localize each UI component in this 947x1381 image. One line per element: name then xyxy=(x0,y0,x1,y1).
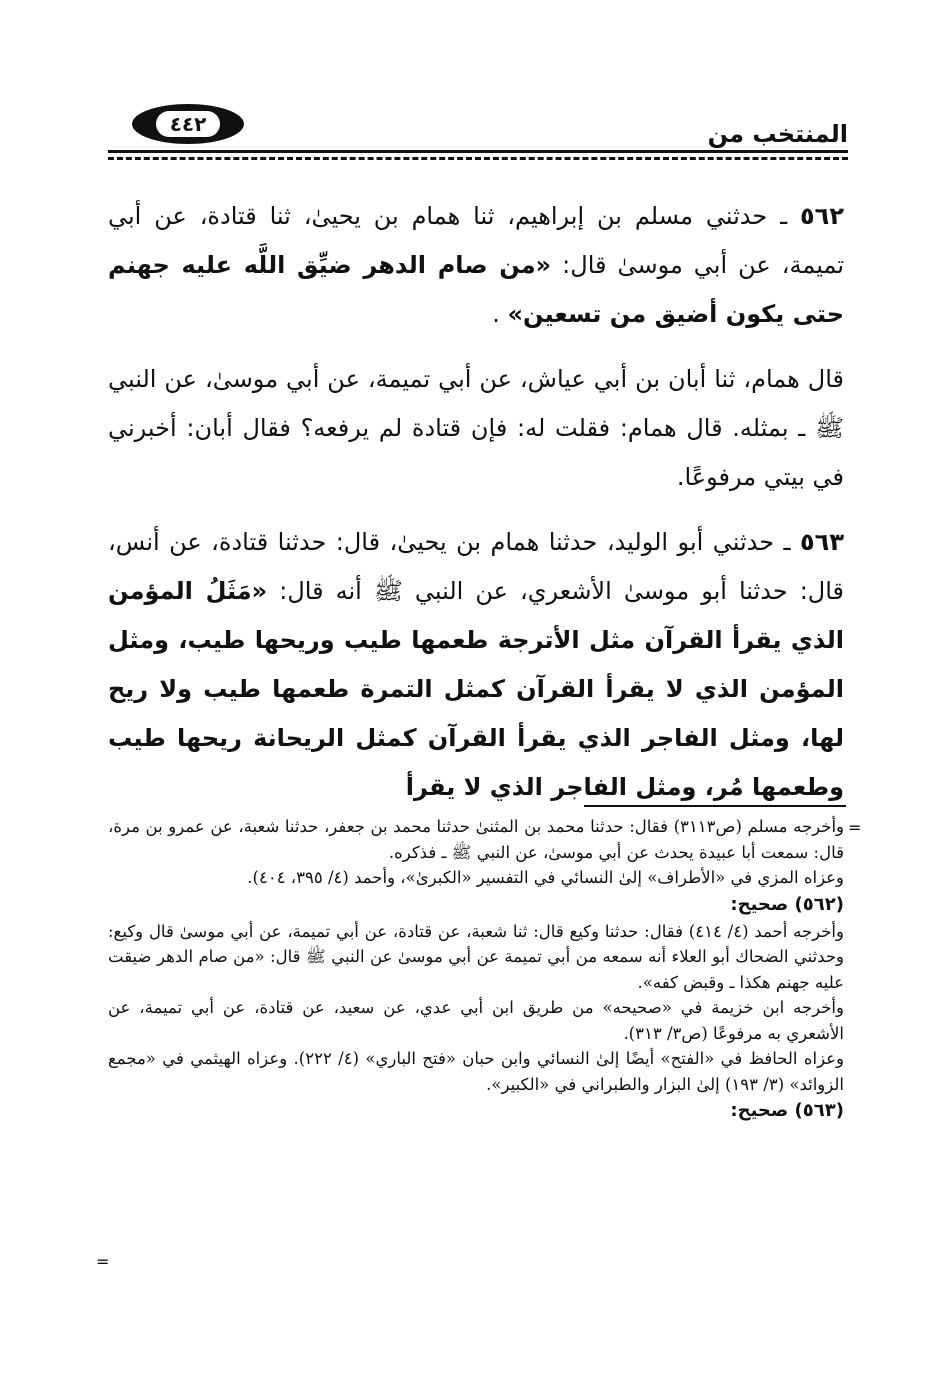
footnote-paragraph: وعزاه الحافظ في «الفتح» أيضًا إلىٰ النسائي وابن حبان «فتح الباري» (٤/ ٢٢٢). وعزاه الهيثمي في «مجمع الزوائد» (٣/ ١٩٣) إلىٰ البزار والطبراني في «الكبير». xyxy=(108,1049,844,1094)
header-dashed-rule xyxy=(108,157,848,160)
hadith-number: ٥٦٢ xyxy=(800,202,844,230)
hadith-end: . xyxy=(492,300,500,328)
page-header xyxy=(108,100,848,160)
hadith-text: «من صام الدهر ضيِّق اللَّه عليه جهنم حتى يكون أضيق من تسعين» xyxy=(108,251,844,328)
footnote-paragraph: وأخرجه أحمد (٤/ ٤١٤) فقال: حدثنا وكيع قال: ثنا شعبة، عن قتادة، عن أبي تميمة، عن أبي موسىٰ قال وكيع: وحدثني الضحاك أبو العلاء أنه سمعه من أبي تميمة عن أبي موسىٰ عن النبي ﷺ قال: «من صام الدهر ضيقت عليه جهنم هكذا ـ وقبض كفه». xyxy=(108,921,844,992)
page-number: ٤٤٢ xyxy=(156,111,220,137)
footnote-paragraph: وأخرجه مسلم (ص٣١١٣) فقال: حدثنا محمد بن المثنىٰ حدثنا محمد بن جعفر، حدثنا شعبة، عن عمرو بن مرة، قال: سمعت أبا عبيدة يحدث عن أبي موسىٰ، عن النبي ﷺ ـ فذكره. xyxy=(108,817,844,862)
header-rule xyxy=(108,150,848,153)
page-number-badge xyxy=(132,104,244,144)
book-title: المنتخب من xyxy=(707,120,848,148)
continuation-mark-bottom: = xyxy=(96,1252,110,1271)
hadith-text: «مَثَلُ المؤمن الذي يقرأ القرآن مثل الأترجة طعمها طيب وريحها طيب، ومثل المؤمن الذي لا يقرأ القرآن كمثل التمرة طعمها طيب ولا ريح لها، ومثل الفاجر الذي يقرأ القرآن كمثل الريحانة ريحها طيب وطعمها مُر، ومثل الفاجر الذي لا يقرأ xyxy=(108,577,844,801)
footnote-grade-563: (٥٦٣) صحيح: xyxy=(730,1100,844,1121)
footnote-paragraph: وعزاه المزي في «الأطراف» إلىٰ النسائي في التفسير «الكبرىٰ»، وأحمد (٤/ ٣٩٥، ٤٠٤). xyxy=(247,868,844,887)
hadith-562 xyxy=(108,192,844,339)
continuation-mark: = xyxy=(848,818,862,837)
main-text xyxy=(108,192,844,828)
hadith-chain: ـ حدثني أبو الوليد، حدثنا همام بن يحيىٰ، قال: حدثنا قتادة، عن أنس، قال: حدثنا أبو موسىٰ الأشعري، عن النبي ﷺ أنه قال: xyxy=(108,528,845,605)
hadith-chain: ـ حدثني مسلم بن إبراهيم، ثنا همام بن يحيىٰ، ثنا قتادة، عن أبي تميمة، عن أبي موسىٰ قال: xyxy=(108,202,844,279)
footnote-paragraph: وأخرجه ابن خزيمة في «صحيحه» من طريق ابن أبي عدي، عن سعيد، عن قتادة، عن أبي تميمة، عن الأشعري به مرفوعًا (ص٣/ ٣١٣). xyxy=(108,998,844,1043)
hadith-562-note: قال همام، ثنا أبان بن أبي عياش، عن أبي تميمة، عن أبي موسىٰ، عن النبي ﷺ ـ بمثله. قال همام: فقلت له: فإن قتادة لم يرفعه؟ فقال أبان: أخبرني في بيتي مرفوعًا. xyxy=(108,365,844,491)
footnote-grade-562: (٥٦٢) صحيح: xyxy=(730,893,844,915)
hadith-563 xyxy=(108,518,844,812)
hadith-number: ٥٦٣ xyxy=(800,528,844,556)
footnote-separator xyxy=(584,805,846,807)
footnotes xyxy=(108,814,844,1125)
